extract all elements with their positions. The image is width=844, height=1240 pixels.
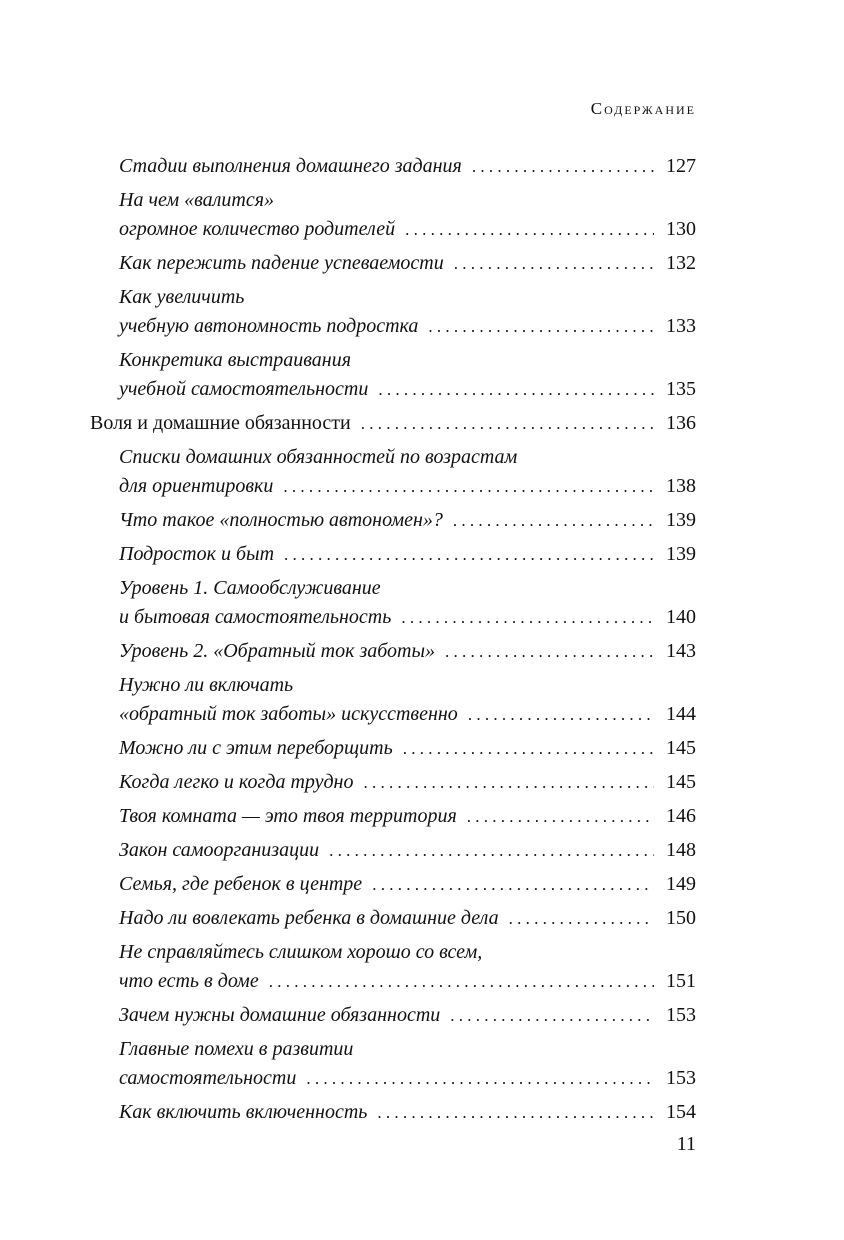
toc-entry-row (119, 540, 696, 569)
toc-entry-row (119, 1098, 696, 1127)
toc-page-number: 130 (666, 218, 696, 240)
toc-page-number: 145 (666, 737, 696, 759)
toc-section-entry (90, 938, 696, 996)
toc-entry-title-line: Подросток и быт (119, 543, 275, 565)
toc-entry-title-line: Не справляйтесь слишком хорошо со всем, (119, 941, 483, 963)
dot-leader (361, 409, 654, 438)
toc-entry-row (119, 637, 696, 666)
toc-page-number: 139 (666, 543, 696, 565)
toc-entry-title-line: Надо ли вовлекать ребенка в домашние дела (119, 907, 499, 929)
toc-section-entry (90, 346, 696, 404)
toc-section-entry (90, 443, 696, 501)
dot-leader (284, 540, 654, 569)
toc-entry-title-line: огромное количество родителей (119, 218, 396, 240)
toc-entry-row (90, 409, 696, 438)
toc-entry-title-line: Нужно ли включать (119, 674, 294, 696)
toc-entry-title-line: Твоя комната — это твоя территория (119, 805, 457, 827)
dot-leader (445, 637, 654, 666)
toc-entry-title-line: Конкретика выстраивания (119, 349, 352, 371)
toc-page-number: 132 (666, 252, 696, 274)
toc-section-entry (90, 1001, 696, 1030)
toc-entry-row (119, 700, 696, 729)
toc-section-entry (90, 904, 696, 933)
toc-page-number: 153 (666, 1067, 696, 1089)
toc-section-entry (90, 152, 696, 181)
toc-entry-row (119, 768, 696, 797)
toc-entry-row (119, 1064, 696, 1093)
toc-section-entry (90, 283, 696, 341)
dot-leader (472, 152, 654, 181)
toc-page-number: 139 (666, 509, 696, 531)
dot-leader (283, 472, 654, 501)
toc-entry-title-line: Как увеличить (119, 286, 245, 308)
toc-section-entry (90, 637, 696, 666)
toc-section-entry (90, 249, 696, 278)
toc-entry-title-line: Списки домашних обязанностей по возрастам (119, 446, 518, 468)
toc-entry-row (119, 1001, 696, 1030)
toc-entry-row (119, 870, 696, 899)
toc-entry-title-line: для ориентировки (119, 475, 274, 497)
toc-section-entry (90, 1098, 696, 1127)
dot-leader (372, 870, 654, 899)
toc-page-number: 136 (666, 412, 696, 434)
toc-entry-title-line: Закон самоорганизации (119, 839, 320, 861)
dot-leader (468, 700, 654, 729)
dot-leader (453, 506, 654, 535)
dot-leader (269, 967, 654, 996)
toc-section-entry (90, 574, 696, 632)
toc-page-number: 150 (666, 907, 696, 929)
toc-entry-title-line: Зачем нужны домашние обязанности (119, 1004, 441, 1026)
toc-entry-title-line: Как включить включенность (119, 1101, 368, 1123)
dot-leader (401, 603, 654, 632)
dot-leader (428, 312, 654, 341)
toc-entry-title-line: учебную автономность подростка (119, 315, 419, 337)
toc-entry-row (119, 375, 696, 404)
dot-leader (405, 215, 654, 244)
toc-page-number: 146 (666, 805, 696, 827)
toc-page-number: 145 (666, 771, 696, 793)
toc-entry-title-line: Что такое «полностью автономен»? (119, 509, 443, 531)
dot-leader (403, 734, 654, 763)
toc-section-entry (90, 734, 696, 763)
toc-entry-title-line: Воля и домашние обязанности (90, 412, 351, 434)
dot-leader (329, 836, 654, 865)
dot-leader (363, 768, 654, 797)
page-number: 11 (676, 1133, 696, 1155)
toc-entry-row (119, 802, 696, 831)
toc-entry-title-line: На чем «валится» (119, 189, 275, 211)
dot-leader (454, 249, 654, 278)
toc-entry-title-line: Уровень 2. «Обратный ток заботы» (119, 640, 436, 662)
dot-leader (377, 1098, 654, 1127)
toc-chapter-entry (90, 409, 696, 438)
toc-entry-title-line: Можно ли с этим переборщить (119, 737, 393, 759)
toc-entry-row (119, 836, 696, 865)
toc-entry-title-line: что есть в доме (119, 970, 259, 992)
toc-page-number: 154 (666, 1101, 696, 1123)
toc-entry-title-line: Главные помехи в развитии (119, 1038, 354, 1060)
running-head-title: Содержание (590, 99, 696, 118)
toc-entry-row (119, 734, 696, 763)
toc-entry-title-line: Уровень 1. Самообслуживание (119, 577, 381, 599)
toc-entry-title-line: Когда легко и когда трудно (119, 771, 354, 793)
dot-leader (378, 375, 654, 404)
toc-entry-row (119, 472, 696, 501)
dot-leader (509, 904, 654, 933)
toc-section-entry (90, 540, 696, 569)
toc-entry-row (119, 967, 696, 996)
toc-section-entry (90, 870, 696, 899)
toc-page-number: 133 (666, 315, 696, 337)
toc-section-entry (90, 836, 696, 865)
toc-page-number: 143 (666, 640, 696, 662)
toc-entry-row (119, 249, 696, 278)
table-of-contents (90, 152, 696, 1132)
dot-leader (306, 1064, 654, 1093)
toc-entry-row (119, 506, 696, 535)
toc-page-number: 153 (666, 1004, 696, 1026)
toc-entry-title-line: Семья, где ребенок в центре (119, 873, 363, 895)
toc-section-entry (90, 506, 696, 535)
toc-entry-row (119, 312, 696, 341)
toc-entry-title-line: и бытовая самостоятельность (119, 606, 392, 628)
toc-page-number: 127 (666, 155, 696, 177)
toc-page-number: 149 (666, 873, 696, 895)
toc-entry-title-line: «обратный ток заботы» искусственно (119, 703, 458, 725)
toc-section-entry (90, 768, 696, 797)
toc-page-number: 135 (666, 378, 696, 400)
dot-leader (467, 802, 654, 831)
toc-page-number: 151 (666, 970, 696, 992)
toc-page-number: 148 (666, 839, 696, 861)
toc-page-number: 140 (666, 606, 696, 628)
toc-entry-title-line: учебной самостоятельности (119, 378, 369, 400)
toc-entry-title-line: самостоятельности (119, 1067, 297, 1089)
toc-entry-row (119, 904, 696, 933)
toc-section-entry (90, 1035, 696, 1093)
toc-entry-title-line: Как пережить падение успеваемости (119, 252, 444, 274)
toc-entry-row (119, 215, 696, 244)
toc-page-number: 138 (666, 475, 696, 497)
toc-section-entry (90, 802, 696, 831)
toc-entry-title-line: Стадии выполнения домашнего задания (119, 155, 462, 177)
dot-leader (450, 1001, 654, 1030)
toc-entry-row (119, 603, 696, 632)
toc-entry-row (119, 152, 696, 181)
toc-section-entry (90, 671, 696, 729)
toc-page-number: 144 (666, 703, 696, 725)
toc-section-entry (90, 186, 696, 244)
